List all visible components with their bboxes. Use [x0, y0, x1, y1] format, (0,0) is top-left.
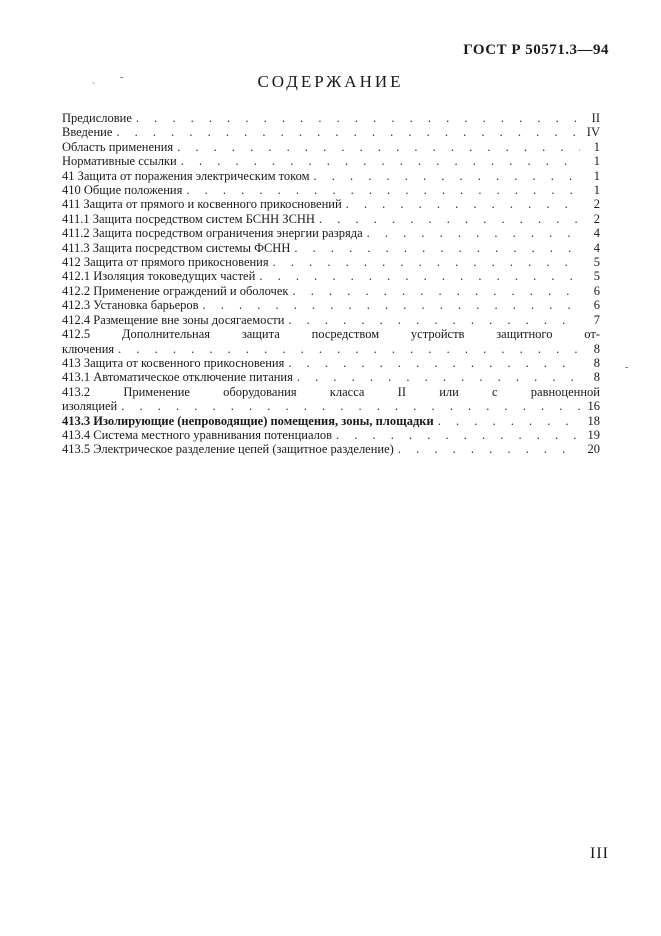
toc-entry[interactable] [62, 183, 600, 197]
toc-entry-title-cont: изоляцией [62, 399, 118, 414]
toc-entry-page: 7 [593, 312, 600, 327]
toc-entry-page: 6 [593, 283, 600, 298]
toc-entry-title: 412.1 Изоляция токоведущих частей [62, 269, 256, 284]
toc-entry[interactable] [62, 442, 600, 456]
toc-entry-title: 411.1 Защита посредством систем БСНН ЗСНН [62, 211, 315, 226]
toc-entry-page: 4 [593, 226, 600, 241]
toc-entry-page: 1 [593, 154, 600, 169]
toc-entry-line2[interactable] [62, 399, 600, 413]
toc-entry-title: 411.2 Защита посредством ограничения энергии разряда [62, 226, 363, 241]
toc-entry-page: 2 [593, 197, 600, 212]
toc-entry-title: Введение [62, 125, 113, 140]
toc-leader-dots [186, 183, 580, 197]
toc-entry-line2[interactable] [62, 342, 600, 356]
toc-entry[interactable] [62, 140, 600, 154]
page-title: СОДЕРЖАНИЕ [257, 72, 404, 91]
toc-entry[interactable] [62, 154, 600, 168]
toc-leader-dots [297, 370, 580, 384]
toc-entry-title: 413.3 Изолирующие (непроводящие) помещения, зоны, площадки [62, 413, 434, 428]
toc-leader-dots [118, 342, 580, 356]
toc-leader-dots [398, 442, 580, 456]
toc-entry-title: 410 Общие положения [62, 183, 183, 198]
toc-entry[interactable] [62, 298, 600, 312]
toc-entry-page: 1 [593, 183, 600, 198]
toc-entry-page: 6 [593, 298, 600, 313]
toc-entry-page: 8 [593, 355, 600, 370]
toc-entry-page: 1 [593, 139, 600, 154]
toc-leader-dots [116, 125, 580, 139]
toc-entry-page: IV [586, 125, 600, 140]
toc-entry[interactable] [62, 284, 600, 298]
toc-leader-dots [121, 399, 580, 413]
toc-entry[interactable] [62, 313, 600, 327]
toc-entry-page: 18 [587, 413, 600, 428]
toc-entry-title: Область применения [62, 139, 174, 154]
toc-entry-title: 413 Защита от косвенного прикосновения [62, 355, 285, 370]
toc-leader-dots [346, 197, 580, 211]
toc-entry-title: 413.4 Система местного уравнивания потенциалов [62, 427, 333, 442]
toc-entry-title: Нормативные ссылки [62, 154, 177, 169]
toc-leader-dots [319, 212, 580, 226]
toc-entry[interactable] [62, 356, 600, 370]
toc-entry-page: 16 [587, 399, 600, 414]
toc-entry[interactable] [62, 428, 600, 442]
toc-entry[interactable] [62, 111, 600, 125]
toc-leader-dots [288, 313, 580, 327]
toc-leader-dots [367, 226, 580, 240]
toc-entry-page: 2 [593, 211, 600, 226]
toc-leader-dots [136, 111, 580, 125]
toc-entry-title: 413.5 Электрическое разделение цепей (защитное разделение) [62, 442, 394, 457]
toc-entry-title: Предисловие [62, 111, 132, 125]
toc-entry-title: 41 Защита от поражения электрическим током [62, 168, 310, 183]
toc-entry-title: 412.4 Размещение вне зоны досягаемости [62, 312, 285, 327]
toc-entry[interactable] [62, 197, 600, 211]
toc-entry-page: 20 [587, 442, 600, 457]
toc-leader-dots [292, 284, 580, 298]
toc-entry[interactable] [62, 169, 600, 183]
toc-entry-page: 5 [593, 269, 600, 284]
toc-entry-page: 19 [587, 427, 600, 442]
toc-leader-dots [288, 356, 580, 370]
toc-entry-title-cont: ключения [62, 341, 115, 356]
toc-entry-title: 413.2 Применение оборудования класса II или с равноценной [62, 384, 600, 399]
toc-entry-line1[interactable] [62, 327, 600, 341]
toc-entry-page: 1 [593, 168, 600, 183]
toc-entry[interactable] [62, 212, 600, 226]
scan-speck: - [625, 362, 629, 373]
toc-leader-dots [203, 298, 580, 312]
toc-entry[interactable] [62, 414, 600, 428]
toc-entry-title: 412.5 Дополнительная защита посредством устройств защитного от- [62, 327, 600, 342]
toc-leader-dots [181, 154, 580, 168]
scan-speck: - [120, 72, 124, 83]
toc-entry-title: 412.3 Установка барьеров [62, 298, 199, 313]
toc-leader-dots [336, 428, 580, 442]
toc-leader-dots [273, 255, 580, 269]
toc-entry-page: II [591, 111, 600, 125]
toc-entry-title: 413.1 Автоматическое отключение питания [62, 370, 293, 385]
toc-entry[interactable] [62, 269, 600, 283]
toc-entry-title: 412 Защита от прямого прикосновения [62, 255, 269, 270]
toc-entry-page: 8 [593, 341, 600, 356]
toc-entry-page: 4 [593, 240, 600, 255]
toc-entry-page: 8 [593, 370, 600, 385]
scan-speck: ˋ [92, 82, 96, 93]
toc-leader-dots [294, 241, 580, 255]
toc-entry-page: 5 [593, 255, 600, 270]
toc-leader-dots [438, 414, 580, 428]
document-code: ГОСТ Р 50571.3—94 [463, 42, 609, 58]
page-number: III [590, 845, 609, 862]
toc-entry-title: 411.3 Защита посредством системы ФСНН [62, 240, 291, 255]
toc-leader-dots [314, 169, 580, 183]
table-of-contents [62, 111, 600, 457]
toc-entry[interactable] [62, 255, 600, 269]
toc-entry[interactable] [62, 370, 600, 384]
toc-entry-title: 411 Защита от прямого и косвенного прикосновений [62, 197, 342, 212]
toc-entry[interactable] [62, 241, 600, 255]
toc-leader-dots [177, 140, 580, 154]
toc-entry[interactable] [62, 125, 600, 139]
toc-entry-line1[interactable] [62, 385, 600, 399]
toc-leader-dots [259, 269, 580, 283]
toc-entry[interactable] [62, 226, 600, 240]
toc-entry-title: 412.2 Применение ограждений и оболочек [62, 283, 289, 298]
